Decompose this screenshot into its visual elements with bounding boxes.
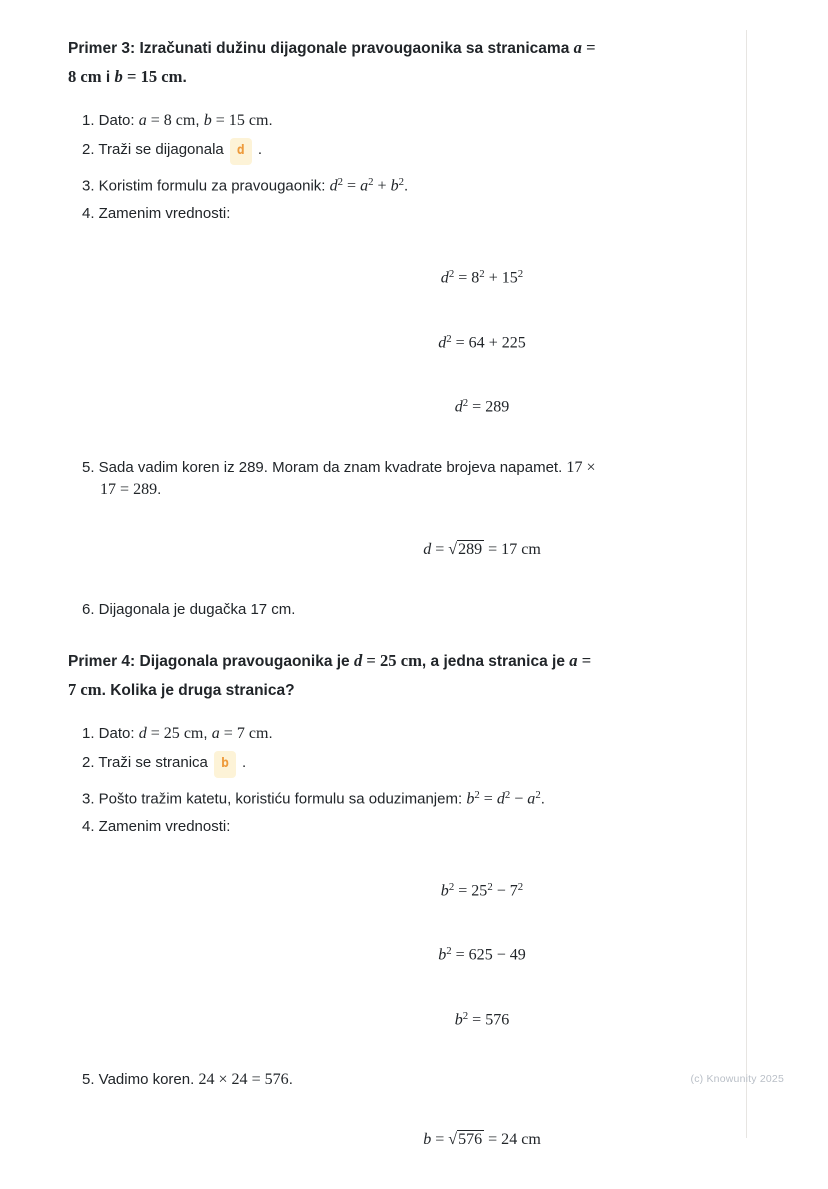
example3-step-6: 6. Dijagonala je dugačka 17 cm. [82,600,296,618]
inline-code-badge: b [214,751,236,778]
example3-step-4: 4. Zamenim vrednosti: [82,205,231,223]
example3-equation-1: $d^2 = 8^2 + 15^2$ [440,268,524,287]
example4-title: Primer 4: Dijagonala pravougaonika je d = 25 cm, a jedna stranica je a = 7 cm. Kolika je druga stranica? [68,650,592,699]
sqrt-expression: √289 [448,540,483,558]
example3-step-3: 3. Koristim formulu za pravougaonik: $d^2 = a^2 + b^2$. [82,176,409,195]
example4-equation-3: $b^2 = 576$ [454,1009,510,1029]
example3-title: Primer 3: Izračunati dužinu dijagonale pravougaonika sa stranicama a = 8 cm i b = 15 cm. [68,38,596,86]
example4-step-4: 4. Zamenim vrednosti: [82,817,231,835]
example3-equation-4: d = √289 = 17 cm [423,540,541,558]
example4-equation-1: $b^2 = 25^2 - 7^2$ [440,880,524,900]
sqrt-expression: √576 [448,1131,483,1149]
example4-equation-2: $b^2 = 625 - 49$ [438,945,526,964]
example4-step-5: 5. Vadimo koren. 24 × 24 = 576. [82,1071,293,1089]
copyright-watermark: (c) Knowunity 2025 [690,1073,784,1085]
example4-step-3: 3. Pošto tražim katetu, koristiću formulu sa oduzimanjem: $b^2 = d^2 - a^2$. [82,788,545,807]
example4-step-2: 2. Traži se stranica b . [82,751,746,778]
example3-equation-2: $d^2 = 64 + 225$ [438,332,526,352]
inline-code-badge: d [230,138,252,165]
example4-equation-4: b = √576 = 24 cm [423,1131,541,1149]
example3-step-2: 2. Traži se dijagonala d . [82,138,746,165]
example4-step-1: 1. Dato: d = 25 cm, a = 7 cm. [82,724,273,742]
example3-step-1: 1. Dato: a = 8 cm, b = 15 cm. [82,112,273,129]
example3-equation-3: $d^2 = 289$ [454,397,510,416]
example3-step-5: 5. Sada vadim koren iz 289. Moram da znam kvadrate brojeva napamet. 17 × 17 = 289. [82,458,596,498]
vertical-divider [746,30,747,1138]
